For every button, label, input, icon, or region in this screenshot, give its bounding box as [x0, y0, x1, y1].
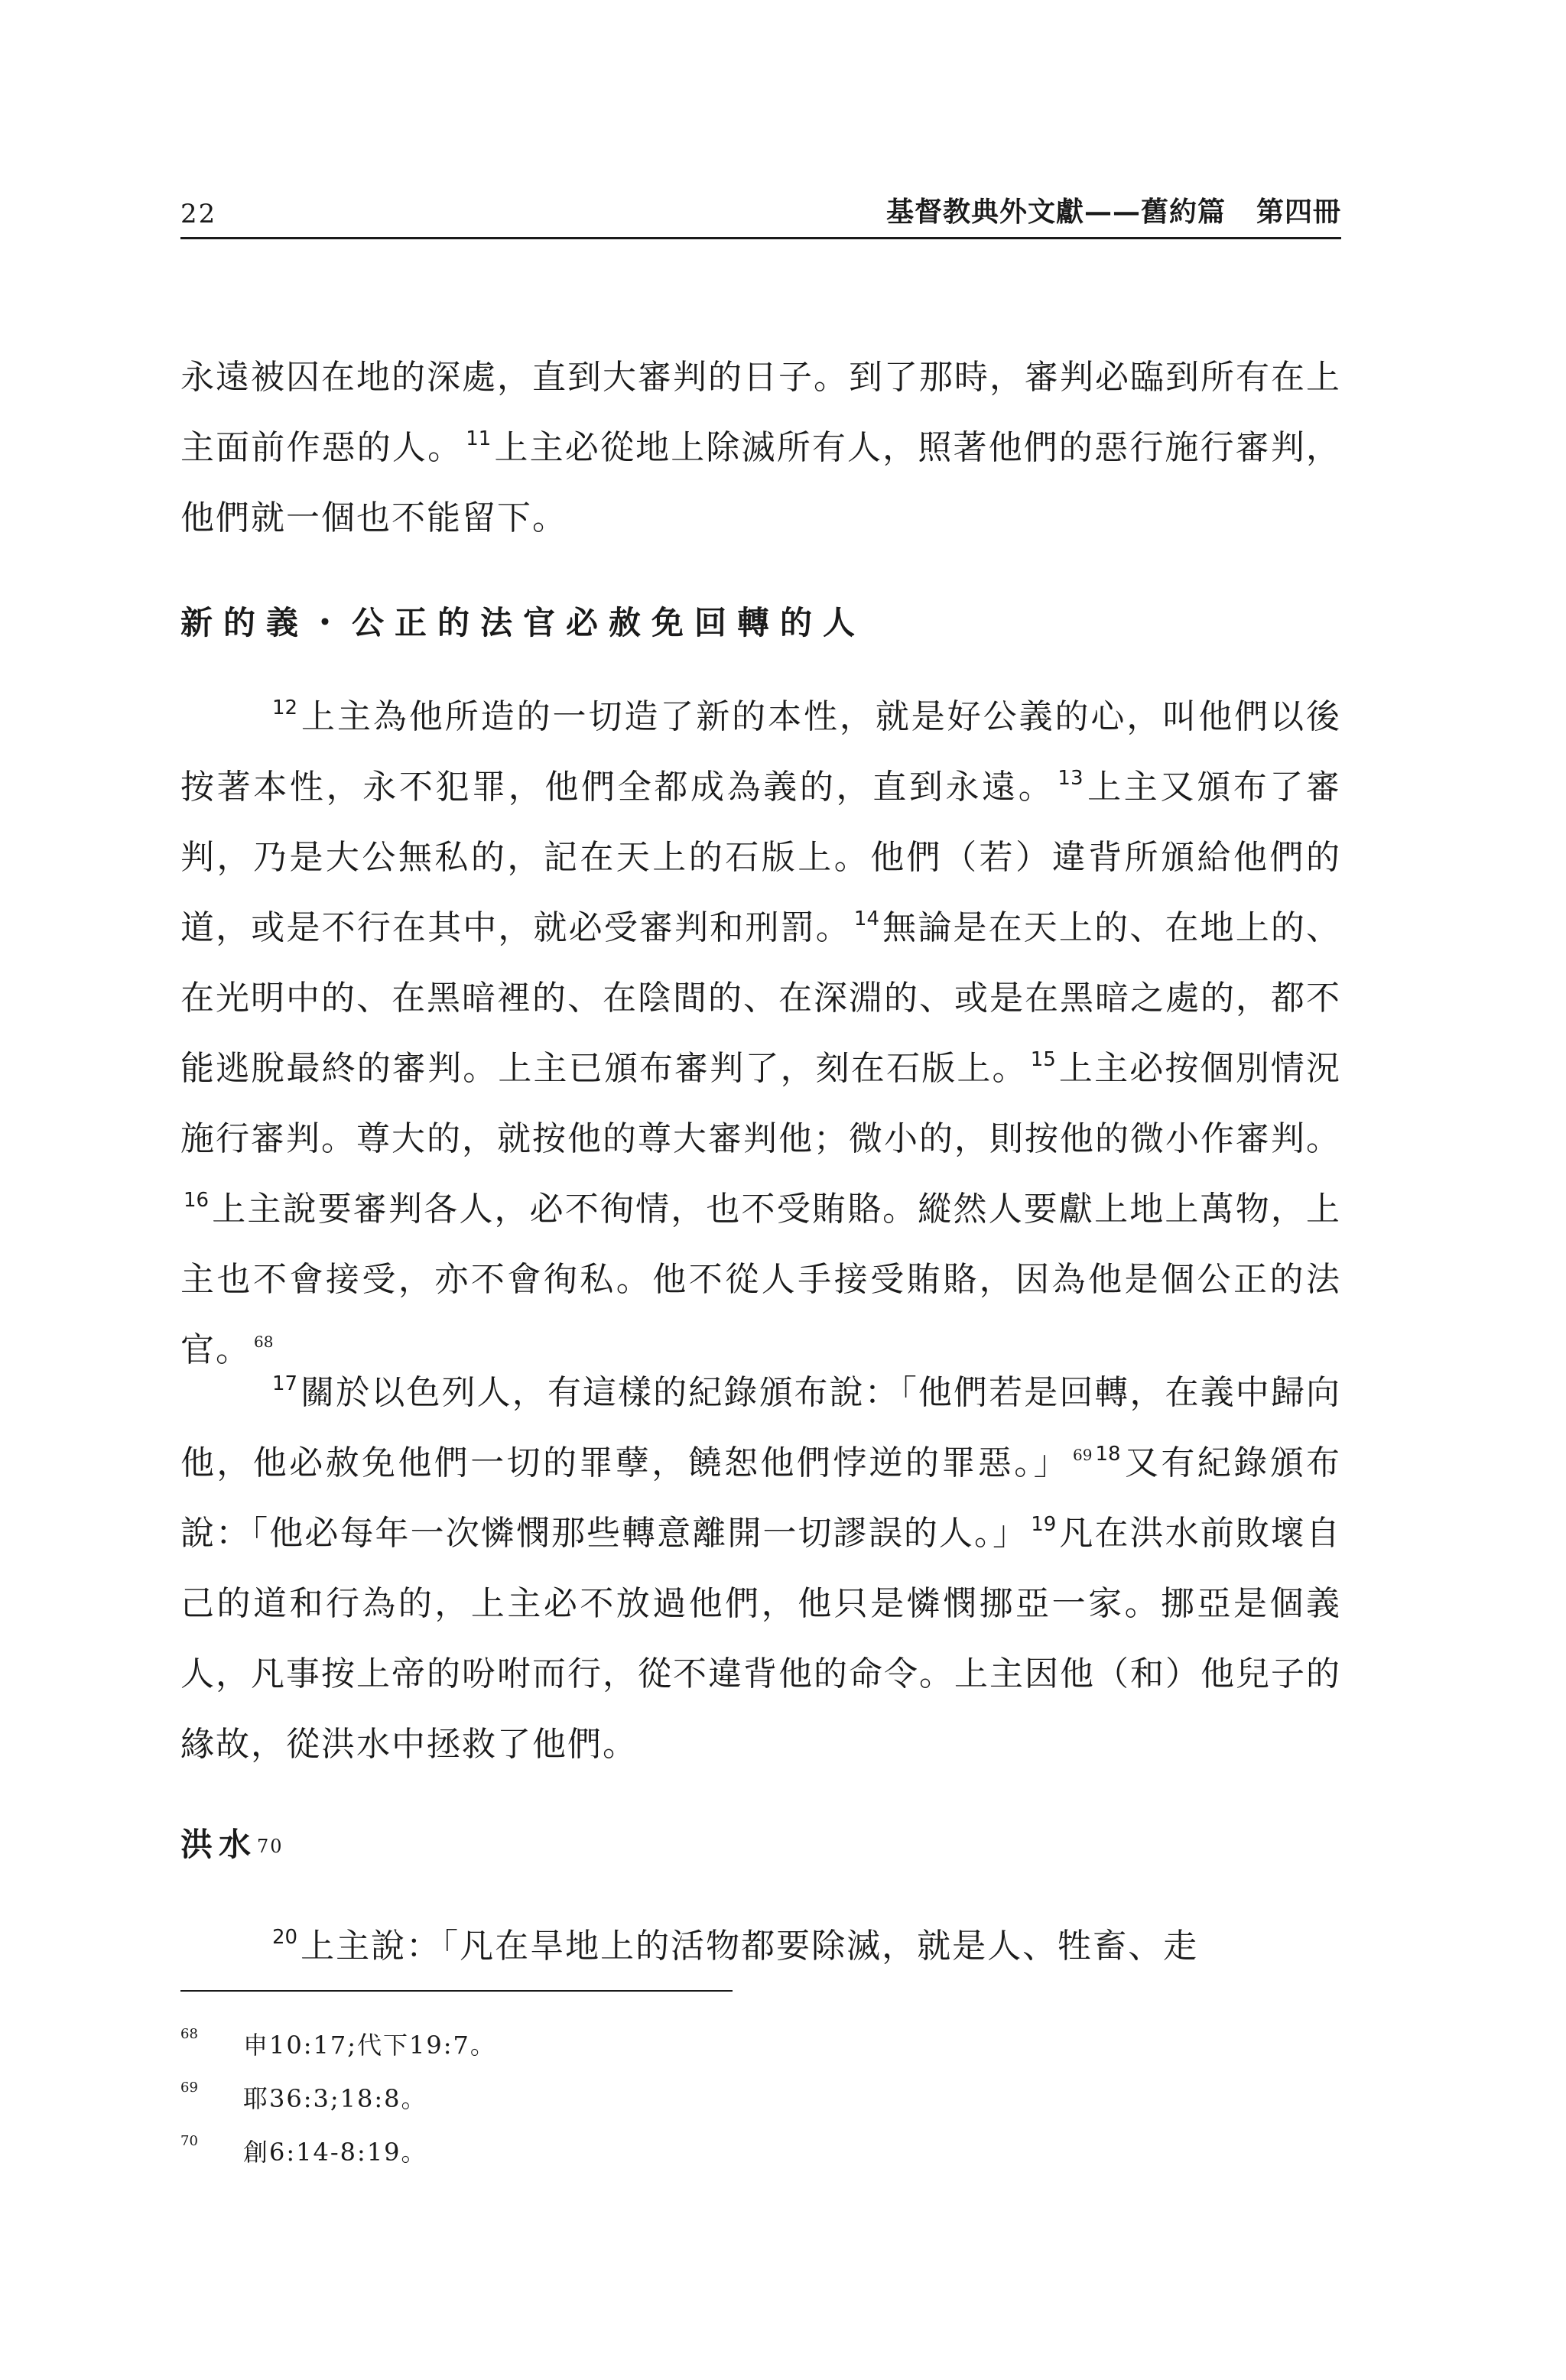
footnote-ref: 69 — [1073, 1446, 1093, 1464]
paragraph-verses-17-19 — [180, 1358, 1341, 1780]
verse-number: 11 — [466, 427, 492, 450]
book-title: 基督教典外文獻——舊約篇 — [885, 196, 1226, 228]
paragraph-verses-12-16 — [180, 682, 1341, 1385]
footnote-69 — [180, 2080, 945, 2133]
paragraph-text: 永遠被囚在地的深處，直到大審判的日子。到了那時，審判必臨到所有在上主面前作惡的人。 — [180, 358, 1341, 467]
verse-number: 19 — [1031, 1513, 1057, 1536]
footnote-ref: 68 — [254, 1333, 274, 1351]
volume-label: 第四冊 — [1256, 196, 1341, 228]
footnote-68 — [180, 2026, 945, 2080]
footnotes — [180, 2026, 945, 2187]
verse-number: 18 — [1095, 1443, 1121, 1466]
verse-text: 上主說要審判各人，必不徇情，也不受賄賂。縱然人要獻上地上萬物，上主也不會接受，亦不會徇私。他不從人手接受賄賂，因為他是個公正的法官。 — [180, 1190, 1341, 1369]
verse-text: 無論是在天上的、在地上的、在光明中的、在黑暗裡的、在陰間的、在深淵的、或是在黑暗之處的，都不能逃脫最終的審判。上主已頒布審判了，刻在石版上。 — [180, 908, 1342, 1088]
footnote-number: 68 — [180, 2026, 198, 2042]
verse-text: 上主為他所造的一切造了新的本性，就是好公義的心，叫他們以後按著本性，永不犯罪，他們全都成為義的，直到永遠。 — [180, 697, 1341, 807]
verse-number: 20 — [272, 1926, 298, 1949]
footnote-number: 70 — [180, 2133, 198, 2149]
section-heading-flood — [180, 1820, 1341, 1865]
verse-text: 關於以色列人，有這樣的紀錄頒布說：「他們若是回轉，在義中歸向他，他必赦免他們一切的罪孽，饒恕他們悖逆的罪惡。」 — [180, 1373, 1341, 1482]
section-heading: 新的義・公正的法官必赦免回轉的人 — [180, 604, 866, 641]
footnote-text: 申10:17;代下19:7。 — [243, 2031, 496, 2060]
paragraph-continuation — [180, 343, 1341, 554]
paragraph-text: 上主必從地上除滅所有人，照著他們的惡行施行審判，他們就一個也不能留下。 — [180, 428, 1342, 537]
running-title — [886, 190, 1341, 229]
footnote-separator — [180, 1990, 733, 1992]
footnote-text: 創6:14-8:19。 — [243, 2138, 427, 2167]
footnote-text: 耶36:3;18:8。 — [243, 2084, 427, 2113]
verse-text: 凡在洪水前敗壞自己的道和行為的，上主必不放過他們，他只是憐憫挪亞一家。挪亞是個義人，凡事按上帝的吩咐而行，從不違背他的命令。上主因他（和）他兒子的緣故，從洪水中拯救了他們。 — [180, 1514, 1342, 1764]
running-header — [180, 193, 1341, 235]
footnote-ref: 70 — [257, 1836, 284, 1857]
verse-number: 12 — [272, 696, 298, 719]
page-number: 22 — [180, 199, 217, 229]
heading-text: 洪水 — [180, 1826, 258, 1863]
verse-number: 15 — [1030, 1048, 1056, 1071]
verse-text: 上主說：「凡在旱地上的活物都要除滅，就是人、牲畜、走 — [301, 1927, 1199, 1966]
verse-number: 13 — [1058, 767, 1084, 790]
verse-number: 17 — [272, 1372, 298, 1395]
verse-text: 上主必按個別情況施行審判。尊大的，就按他的尊大審判他；微小的，則按他的微小作審判。 — [180, 1049, 1342, 1158]
verse-text: 又有紀錄頒布說：「他必每年一次憐憫那些轉意離開一切謬誤的人。」 — [180, 1443, 1342, 1553]
paragraph-verse-20 — [180, 1911, 1341, 1982]
footnote-number: 69 — [180, 2080, 198, 2096]
header-rule — [180, 237, 1341, 239]
footnote-70 — [180, 2133, 945, 2187]
verse-number: 16 — [184, 1189, 210, 1212]
verse-number: 14 — [853, 908, 880, 930]
verse-text: 上主又頒布了審判，乃是大公無私的，記在天上的石版上。他們（若）違背所頒給他們的道，或是不行在其中，就必受審判和刑罰。 — [180, 768, 1342, 947]
